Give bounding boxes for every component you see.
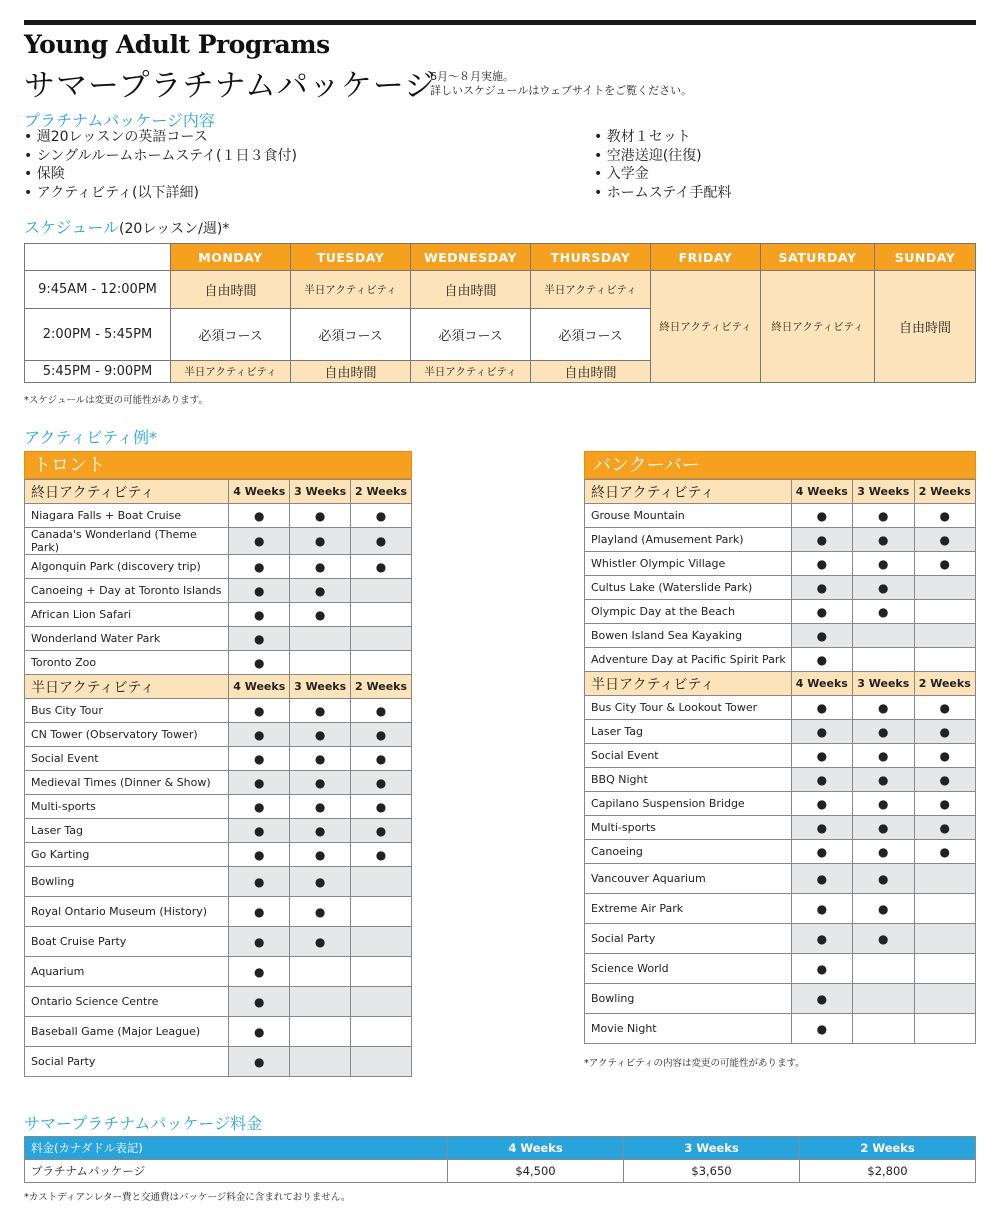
period-note-line2: 詳しいスケジュールはウェブサイトをご覧ください。 [430,84,693,97]
period-note [430,70,692,98]
activity-row [25,957,412,987]
price-value: $2,800 [800,1160,976,1183]
vancouver-table [584,479,976,1044]
availability-dot: ● [914,720,975,744]
activity-row [585,648,976,672]
pricing-week-header: 2 Weeks [800,1137,976,1160]
availability-dot: ● [229,528,290,555]
availability-empty [853,1014,914,1044]
activity-name: Algonquin Park (discovery trip) [25,555,229,579]
availability-empty [351,1047,412,1077]
day-header: WEDNESDAY [411,244,531,271]
availability-dot: ● [914,528,975,552]
pricing-week-header: 4 Weeks [448,1137,624,1160]
week-header: 3 Weeks [290,675,351,699]
availability-dot: ● [229,579,290,603]
availability-dot: ● [914,768,975,792]
availability-dot: ● [351,843,412,867]
schedule-table [24,243,976,383]
schedule-cell: 必須コース [411,309,531,361]
activity-name: Whistler Olympic Village [585,552,792,576]
activity-name: Aquarium [25,957,229,987]
activity-name: Bowling [25,867,229,897]
activity-name: Bowling [585,984,792,1014]
availability-dot: ● [853,864,914,894]
availability-dot: ● [853,924,914,954]
availability-dot: ● [290,699,351,723]
availability-dot: ● [351,723,412,747]
availability-empty [914,624,975,648]
availability-dot: ● [853,528,914,552]
schedule-cell-saturday: 終日アクティビティ [761,271,875,383]
availability-dot: ● [791,720,852,744]
activity-row [585,768,976,792]
activity-name: Multi-sports [585,816,792,840]
availability-dot: ● [229,843,290,867]
availability-dot: ● [914,552,975,576]
activity-name: Canada's Wonderland (Theme Park) [25,528,229,555]
activity-row [585,816,976,840]
activity-name: Multi-sports [25,795,229,819]
activity-row [585,924,976,954]
schedule-cell: 半日アクティビティ [411,361,531,383]
activity-name: Movie Night [585,1014,792,1044]
availability-empty [914,1014,975,1044]
availability-empty [853,624,914,648]
pricing-col-label: 料金(カナダドル表記) [25,1137,448,1160]
list-item: • 教材１セット [594,128,731,147]
availability-dot: ● [853,720,914,744]
availability-empty [914,648,975,672]
availability-dot: ● [351,504,412,528]
toronto-title: トロント [24,451,412,479]
schedule-note: *スケジュールは変更の可能性があります。 [24,395,208,406]
activity-name: Bus City Tour [25,699,229,723]
availability-dot: ● [791,1014,852,1044]
activity-group-label: 半日アクティビティ [585,672,792,696]
activity-name: Canoeing [585,840,792,864]
availability-dot: ● [791,576,852,600]
availability-dot: ● [791,552,852,576]
availability-dot: ● [229,1047,290,1077]
activity-name: Vancouver Aquarium [585,864,792,894]
week-header: 4 Weeks [791,480,852,504]
availability-dot: ● [229,603,290,627]
top-rule [24,20,976,25]
availability-dot: ● [791,894,852,924]
pricing-heading: サマープラチナムパッケージ料金 [24,1114,263,1133]
week-header: 3 Weeks [853,480,914,504]
availability-empty [914,984,975,1014]
availability-dot: ● [290,819,351,843]
availability-dot: ● [229,1017,290,1047]
schedule-cell: 必須コース [171,309,291,361]
availability-dot: ● [351,771,412,795]
availability-dot: ● [290,795,351,819]
availability-dot: ● [229,555,290,579]
week-header: 2 Weeks [914,672,975,696]
availability-dot: ● [229,651,290,675]
availability-dot: ● [914,744,975,768]
schedule-cell: 半日アクティビティ [171,361,291,383]
availability-dot: ● [853,696,914,720]
availability-dot: ● [290,927,351,957]
availability-dot: ● [853,600,914,624]
availability-dot: ● [229,987,290,1017]
activity-row [25,927,412,957]
availability-dot: ● [791,504,852,528]
availability-dot: ● [351,528,412,555]
availability-empty [914,954,975,984]
availability-dot: ● [853,894,914,924]
availability-dot: ● [853,552,914,576]
week-header: 4 Weeks [791,672,852,696]
pricing-note: *カストディアンレター費と交通費はパッケージ料金に含まれておりません。 [24,1192,351,1203]
activity-row [25,1017,412,1047]
activity-group-label: 終日アクティビティ [25,480,229,504]
list-item: • アクティビティ(以下詳細) [24,184,297,203]
toronto-table [24,479,412,1077]
availability-empty [351,579,412,603]
availability-empty [351,897,412,927]
activity-row [585,954,976,984]
activity-row [25,699,412,723]
activity-name: Royal Ontario Museum (History) [25,897,229,927]
package-heading: プラチナムパッケージ内容 [24,111,215,130]
activities-note: *アクティビティの内容は変更の可能性があります。 [584,1058,805,1069]
availability-dot: ● [229,627,290,651]
week-header: 4 Weeks [229,480,290,504]
activity-name: Social Event [25,747,229,771]
activity-row [25,987,412,1017]
activity-name: Ontario Science Centre [25,987,229,1017]
availability-dot: ● [229,747,290,771]
activity-name: Olympic Day at the Beach [585,600,792,624]
schedule-cell: 必須コース [531,309,651,361]
availability-empty [290,1047,351,1077]
activity-name: Social Party [25,1047,229,1077]
activity-row [25,771,412,795]
availability-empty [290,1017,351,1047]
availability-dot: ● [914,792,975,816]
week-header: 2 Weeks [351,480,412,504]
activity-row [585,624,976,648]
activity-row [25,1047,412,1077]
availability-dot: ● [853,816,914,840]
week-header: 3 Weeks [290,480,351,504]
availability-dot: ● [290,843,351,867]
schedule-cell-friday: 終日アクティビティ [651,271,761,383]
availability-dot: ● [229,867,290,897]
activity-name: Laser Tag [585,720,792,744]
availability-dot: ● [229,897,290,927]
schedule-heading-sub: (20レッスン/週)* [119,221,230,237]
activity-row [25,897,412,927]
activity-row [585,552,976,576]
availability-dot: ● [791,954,852,984]
activity-row [585,528,976,552]
week-header: 3 Weeks [853,672,914,696]
activity-name: Cultus Lake (Waterslide Park) [585,576,792,600]
availability-empty [290,651,351,675]
activity-name: Social Event [585,744,792,768]
activity-name: African Lion Safari [25,603,229,627]
list-item: • 空港送迎(往復) [594,147,731,166]
activity-name: Canoeing + Day at Toronto Islands [25,579,229,603]
activity-name: Adventure Day at Pacific Spirit Park [585,648,792,672]
activity-name: Medieval Times (Dinner & Show) [25,771,229,795]
price-value: $3,650 [624,1160,800,1183]
activity-name: Boat Cruise Party [25,927,229,957]
availability-empty [351,987,412,1017]
activity-row [25,819,412,843]
time-slot: 9:45AM - 12:00PM [25,271,171,309]
schedule-cell: 半日アクティビティ [291,271,411,309]
availability-dot: ● [791,624,852,648]
availability-empty [351,651,412,675]
availability-dot: ● [351,795,412,819]
availability-empty [351,957,412,987]
list-item: • 週20レッスンの英語コース [24,128,297,147]
activity-row [585,744,976,768]
schedule-heading-main: スケジュール [24,218,120,237]
activity-name: Niagara Falls + Boat Cruise [25,504,229,528]
availability-dot: ● [853,744,914,768]
activity-row [25,723,412,747]
availability-dot: ● [853,792,914,816]
availability-dot: ● [290,579,351,603]
schedule-heading [24,215,229,238]
availability-dot: ● [290,528,351,555]
availability-dot: ● [229,819,290,843]
activity-row [585,792,976,816]
list-item: • シングルルームホームステイ(１日３食付) [24,147,297,166]
activity-name: Wonderland Water Park [25,627,229,651]
availability-empty [914,576,975,600]
activity-row [585,600,976,624]
availability-dot: ● [290,504,351,528]
day-header: FRIDAY [651,244,761,271]
availability-empty [351,927,412,957]
availability-empty [853,648,914,672]
activity-row [585,696,976,720]
activity-row [25,528,412,555]
week-header: 2 Weeks [914,480,975,504]
activity-name: CN Tower (Observatory Tower) [25,723,229,747]
schedule-cell: 自由時間 [411,271,531,309]
schedule-corner [25,244,171,271]
day-header: SATURDAY [761,244,875,271]
availability-dot: ● [290,723,351,747]
pricing-table [24,1136,976,1183]
availability-dot: ● [791,768,852,792]
activity-name: Toronto Zoo [25,651,229,675]
availability-dot: ● [791,600,852,624]
activity-group-label: 終日アクティビティ [585,480,792,504]
availability-dot: ● [290,867,351,897]
activity-row [585,720,976,744]
availability-dot: ● [791,840,852,864]
availability-dot: ● [351,819,412,843]
availability-dot: ● [229,699,290,723]
activity-name: Go Karting [25,843,229,867]
availability-dot: ● [351,699,412,723]
availability-dot: ● [290,771,351,795]
availability-dot: ● [290,747,351,771]
week-header: 2 Weeks [351,675,412,699]
availability-dot: ● [791,744,852,768]
availability-empty [290,987,351,1017]
activity-row [25,843,412,867]
activity-row [25,504,412,528]
availability-dot: ● [791,792,852,816]
availability-dot: ● [914,840,975,864]
availability-dot: ● [791,864,852,894]
activity-row [585,1014,976,1044]
day-header: SUNDAY [875,244,976,271]
availability-dot: ● [791,528,852,552]
period-note-line1: 6月～８月実施。 [430,70,514,83]
toronto-activities [24,451,412,1077]
day-header: THURSDAY [531,244,651,271]
page-title: Young Adult Programs [24,30,330,59]
activity-name: Capilano Suspension Bridge [585,792,792,816]
availability-empty [914,894,975,924]
availability-empty [351,1017,412,1047]
availability-dot: ● [229,927,290,957]
activity-row [25,747,412,771]
activity-name: Bowen Island Sea Kayaking [585,624,792,648]
activity-row [585,894,976,924]
week-header: 4 Weeks [229,675,290,699]
time-slot: 5:45PM - 9:00PM [25,361,171,383]
activity-row [585,984,976,1014]
availability-dot: ● [791,924,852,954]
availability-dot: ● [853,840,914,864]
schedule-cell: 半日アクティビティ [531,271,651,309]
availability-empty [351,627,412,651]
availability-dot: ● [914,816,975,840]
activity-group-label: 半日アクティビティ [25,675,229,699]
availability-dot: ● [229,504,290,528]
package-list-left [24,128,297,202]
availability-dot: ● [351,747,412,771]
activity-row [25,651,412,675]
activity-name: Playland (Amusement Park) [585,528,792,552]
activity-name: Science World [585,954,792,984]
day-header: MONDAY [171,244,291,271]
availability-dot: ● [914,504,975,528]
list-item: • 保険 [24,165,297,184]
list-item: • 入学金 [594,165,731,184]
availability-empty [853,954,914,984]
availability-dot: ● [229,771,290,795]
activity-row [25,555,412,579]
price-value: $4,500 [448,1160,624,1183]
availability-dot: ● [351,555,412,579]
availability-empty [351,867,412,897]
availability-dot: ● [853,768,914,792]
availability-dot: ● [229,795,290,819]
availability-empty [914,600,975,624]
vancouver-title: バンクーバー [584,451,976,479]
availability-dot: ● [791,816,852,840]
activity-row [585,576,976,600]
activity-row [25,795,412,819]
availability-dot: ● [229,723,290,747]
pricing-week-header: 3 Weeks [624,1137,800,1160]
activity-row [25,579,412,603]
availability-empty [914,864,975,894]
activity-name: BBQ Night [585,768,792,792]
activities-heading: アクティビティ例* [24,428,157,447]
pricing-row-label: プラチナムパッケージ [25,1160,448,1183]
availability-dot: ● [853,576,914,600]
list-item: • ホームステイ手配料 [594,184,731,203]
availability-dot: ● [229,957,290,987]
availability-empty [853,984,914,1014]
package-list-right [594,128,731,202]
activity-name: Laser Tag [25,819,229,843]
schedule-cell: 必須コース [291,309,411,361]
schedule-cell: 自由時間 [171,271,291,309]
activity-row [25,603,412,627]
availability-empty [351,603,412,627]
availability-dot: ● [290,555,351,579]
activity-row [585,864,976,894]
availability-empty [290,627,351,651]
activity-row [25,627,412,651]
package-title: サマープラチナムパッケージ [24,68,437,104]
schedule-cell-sunday: 自由時間 [875,271,976,383]
time-slot: 2:00PM - 5:45PM [25,309,171,361]
activity-name: Extreme Air Park [585,894,792,924]
availability-dot: ● [914,696,975,720]
availability-dot: ● [791,648,852,672]
availability-dot: ● [853,504,914,528]
vancouver-activities [584,451,976,1044]
activity-row [25,867,412,897]
availability-dot: ● [290,897,351,927]
availability-dot: ● [791,696,852,720]
activity-name: Social Party [585,924,792,954]
activity-name: Bus City Tour & Lookout Tower [585,696,792,720]
day-header: TUESDAY [291,244,411,271]
availability-empty [914,924,975,954]
activity-row [585,840,976,864]
schedule-cell: 自由時間 [531,361,651,383]
availability-dot: ● [290,603,351,627]
activity-row [585,504,976,528]
availability-empty [290,957,351,987]
activity-name: Baseball Game (Major League) [25,1017,229,1047]
activity-name: Grouse Mountain [585,504,792,528]
availability-dot: ● [791,984,852,1014]
schedule-cell: 自由時間 [291,361,411,383]
